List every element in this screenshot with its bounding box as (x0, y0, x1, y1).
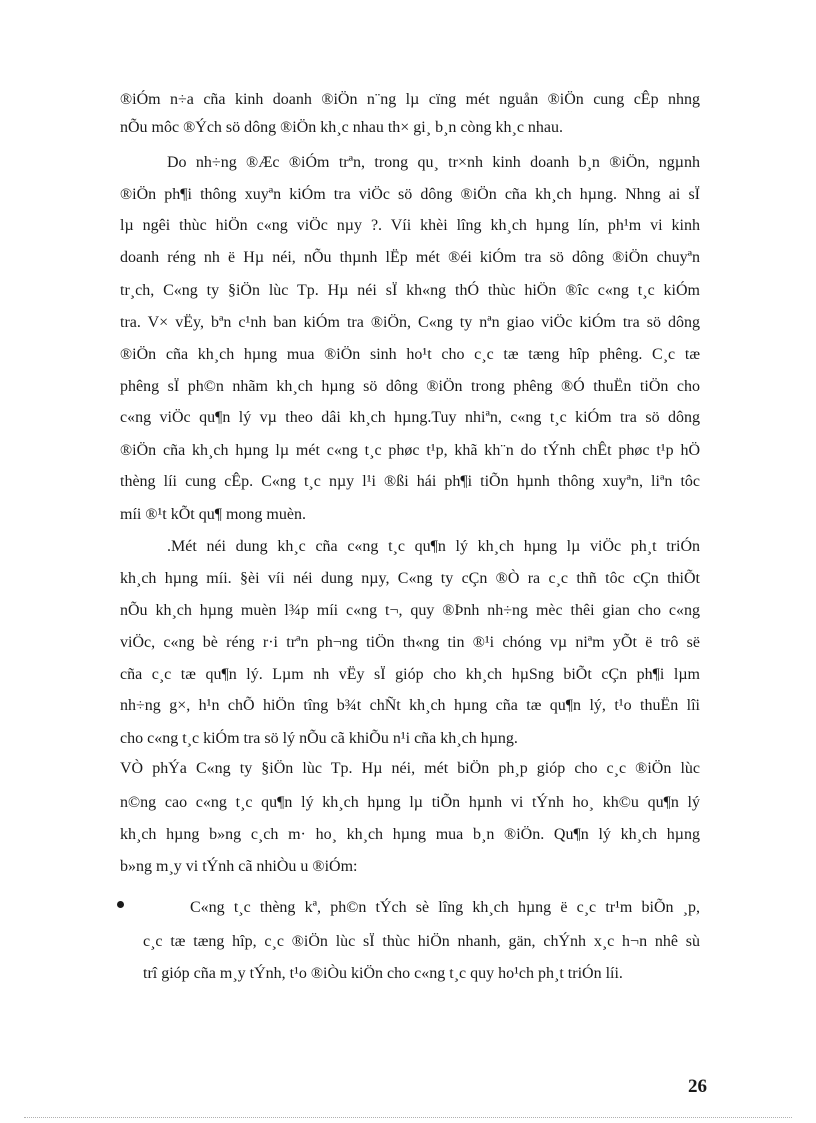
text-line: tra. V× vËy, bªn c¹nh ban kiÓm tra ®iÖn, C«ng ty nªn giao viÖc kiÓm tra sö dông (120, 314, 700, 331)
page-number: 26 (688, 1076, 707, 1097)
text-line: Do nh÷ng ®Æc ®iÓm trªn, trong qu¸ tr×nh kinh doanh b¸n ®iÖn, ngµnh (167, 154, 700, 171)
text-line: míi ®¹t kÕt qu¶ mong muèn. (120, 506, 306, 523)
text-line: kh¸ch hµng míi. §èi víi néi dung nµy, C«ng ty cÇn ®Ò ra c¸c thñ tôc cÇn thiÕt (120, 570, 700, 587)
text-line: ®iÖn cña kh¸ch hµng mua ®iÖn sinh ho¹t cho c¸c tæ tæng hîp phêng. C¸c tæ (120, 346, 700, 363)
bullet-icon (117, 901, 124, 908)
text-line: ®iÖn ph¶i thông xuyªn kiÓm tra viÖc sö dông ®iÖn cña kh¸ch hµng. Nhng ai sÏ (120, 186, 700, 203)
text-line: lµ ngêi thùc hiÖn c«ng viÖc nµy ?. Víi khèi lîng kh¸ch hµng lín, ph¹m vi kinh (120, 217, 700, 234)
text-line: doanh réng nh ë Hµ néi, nÕu thµnh lËp mét ®éi kiÓm tra sö dông ®iÖn chuyªn (120, 249, 700, 266)
text-line: .Mét néi dung kh¸c cña c«ng t¸c qu¶n lý kh¸ch hµng lµ viÖc ph¸t triÓn (167, 538, 700, 555)
text-line: nÕu kh¸ch hµng muèn l¾p míi c«ng t¬, quy ®Þnh nh÷ng mèc thêi gian cho c«ng (120, 602, 700, 619)
text-line: c¸c tæ tæng hîp, c¸c ®iÖn lùc sÏ thùc hiÖn nhanh, gän, chÝnh x¸c h¬n nhê sù (143, 933, 700, 950)
text-line: thèng líi cung cÊp. C«ng t¸c nµy l¹i ®ßi hái ph¶i tiÕn hµnh thông xuyªn, liªn tôc (120, 473, 700, 490)
text-line: viÖc, c«ng bè réng r·i trªn ph¬ng tiÖn th«ng tin ®¹i chóng vµ niªm yÕt ë trô së (120, 634, 700, 651)
text-line: kh¸ch hµng b»ng c¸ch m· ho¸ kh¸ch hµng mua b¸n ®iÖn. Qu¶n lý kh¸ch hµng (120, 826, 700, 843)
footer-divider (24, 1117, 792, 1118)
text-line: c«ng viÖc qu¶n lý vµ theo dâi kh¸ch hµng.Tuy nhiªn, c«ng t¸c kiÓm tra sö dông (120, 409, 700, 426)
text-line: tr¸ch, C«ng ty §iÖn lùc Tp. Hµ néi sÏ kh«ng thÓ thùc hiÖn ®îc c«ng t¸c kiÓm (120, 282, 700, 299)
text-line: nÕu môc ®Ých sö dông ®iÖn kh¸c nhau th× gi¸ b¸n còng kh¸c nhau. (120, 119, 564, 136)
text-line: ®iÖn cña kh¸ch hµng lµ mét c«ng t¸c phøc t¹p, khã kh¨n do tÝnh chÊt phøc t¹p hÖ (120, 442, 700, 459)
text-line: cho c«ng t¸c kiÓm tra sö lý nÕu cã khiÕu n¹i cña kh¸ch hµng. (120, 730, 518, 747)
text-line: phêng sÏ ph©n nhãm kh¸ch hµng sö dông ®iÖn trong phêng ®Ó thuËn tiÖn cho (120, 378, 700, 395)
text-line: trî gióp cña m¸y tÝnh, t¹o ®iÒu kiÖn cho c«ng t¸c quy ho¹ch ph¸t triÓn líi. (143, 965, 623, 982)
text-line: cña c¸c tæ qu¶n lý. Lµm nh vËy sÏ gióp cho kh¸ch hµSng biÕt cÇn ph¶i lµm (120, 666, 700, 683)
text-line: C«ng t¸c thèng kª, ph©n tÝch sè lîng kh¸ch hµng ë c¸c tr¹m biÕn ¸p, (190, 899, 700, 916)
text-line: VÒ phÝa C«ng ty §iÖn lùc Tp. Hµ néi, mét biÖn ph¸p gióp cho c¸c ®iÖn lùc (120, 760, 700, 777)
text-line: b»ng m¸y vi tÝnh cã nhiÒu u ®iÓm: (120, 858, 358, 875)
text-line: n©ng cao c«ng t¸c qu¶n lý kh¸ch hµng lµ tiÕn hµnh vi tÝnh ho¸ kh©u qu¶n lý (120, 794, 700, 811)
text-line: nh÷ng g×, h¹n chÕ hiÖn tîng b¾t chÑt kh¸ch hµng cña tæ qu¶n lý, t¹o thuËn lîi (120, 697, 700, 714)
text-line: ®iÓm n÷a cña kinh doanh ®iÖn n¨ng lµ cïng mét nguån ®iÖn cung cÊp nhng (120, 91, 700, 108)
